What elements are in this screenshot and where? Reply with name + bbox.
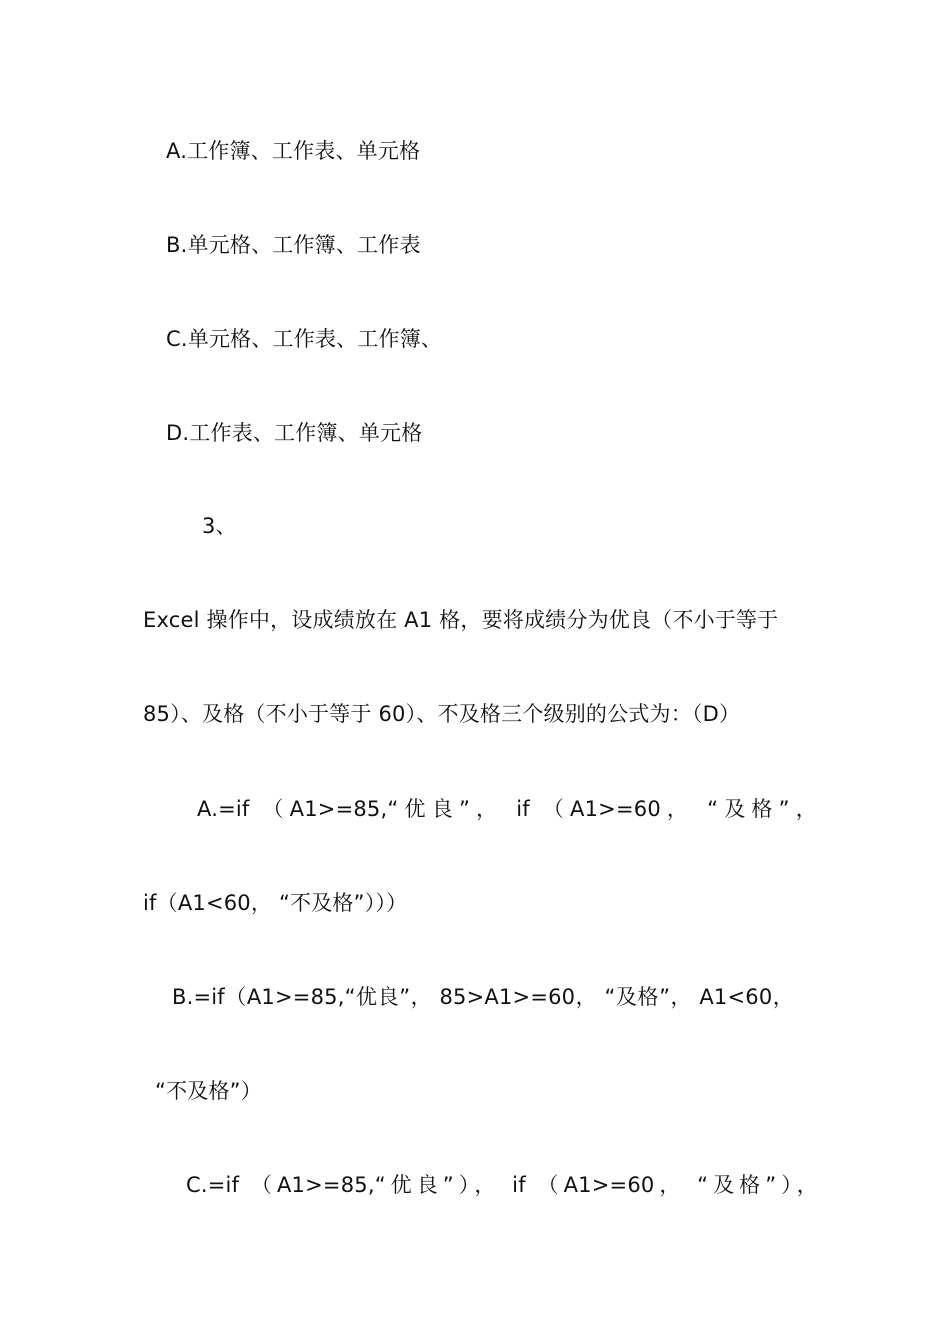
option-a-q2: A.工作簿、工作表、单元格 bbox=[166, 139, 421, 163]
option-b-q2: B.单元格、工作簿、工作表 bbox=[166, 233, 421, 257]
option-c-q2: C.单元格、工作表、工作簿、 bbox=[166, 327, 443, 351]
option-b-line-1: B.=if（A1>=85,“优良”， 85>A1>=60， “及格”， A1<60， bbox=[172, 985, 794, 1009]
option-a-line-1: A.=if （A1>=85,“优良”， if （A1>=60， “及格”， bbox=[197, 797, 817, 821]
option-b-line-2: “不及格”） bbox=[155, 1079, 262, 1103]
option-d-q2: D.工作表、工作簿、单元格 bbox=[166, 421, 423, 445]
question-text-line-2: 85）、及格（不小于等于 60）、不及格三个级别的公式为：（D） bbox=[143, 702, 741, 726]
question-text-line-1: Excel 操作中，设成绩放在 A1 格，要将成绩分为优良（不小于等于 bbox=[143, 608, 779, 632]
option-c-line-1: C.=if （A1>=85,“优良”）， if （A1>=60， “及格”）， bbox=[186, 1173, 818, 1197]
question-number: 3、 bbox=[202, 514, 237, 538]
option-a-line-2: if（A1<60， “不及格”））） bbox=[143, 891, 408, 915]
